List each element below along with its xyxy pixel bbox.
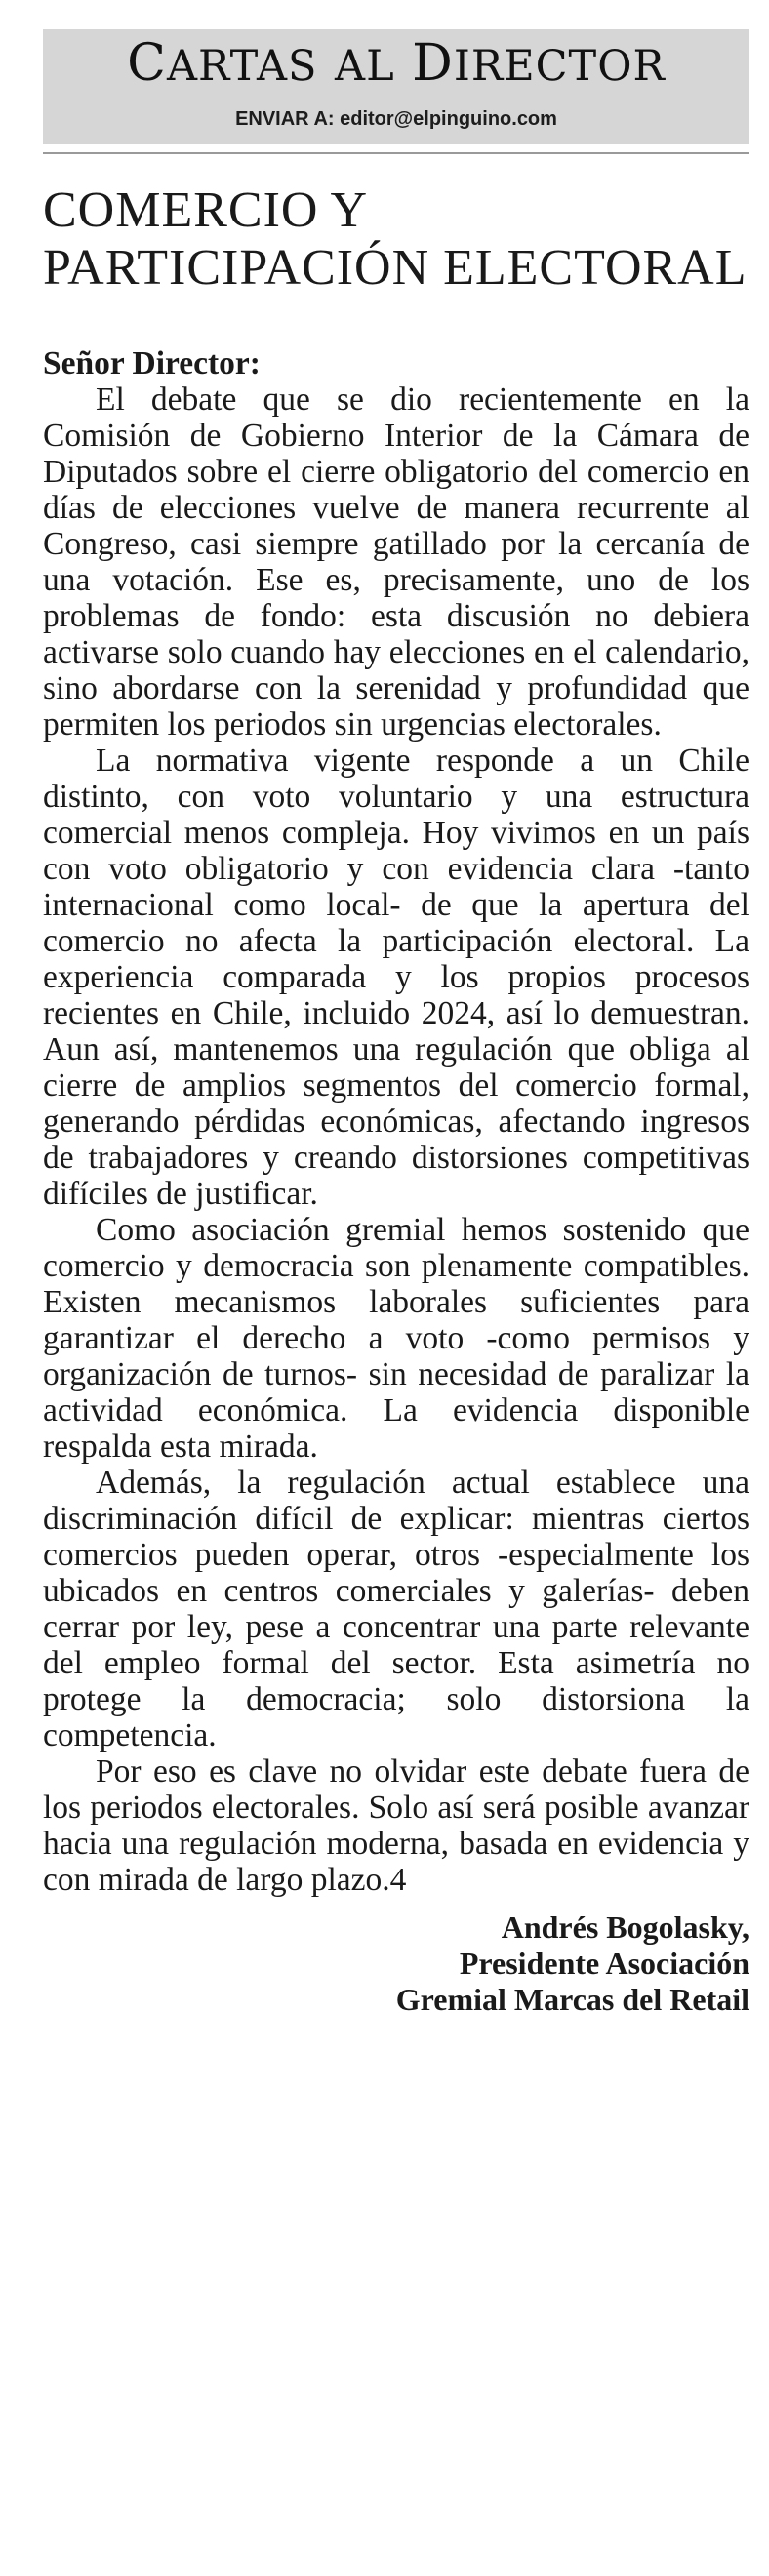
signature-block xyxy=(43,1910,749,2018)
title-rest-1: ARTAS xyxy=(166,42,318,91)
paragraph-2: La normativa vigente responde a un Chile distinto, con voto voluntario y una estructura comercial menos compleja. Hoy vivimos en un país con voto obligatorio y con evidencia clara -tanto internacional como local- de que la apertura del comercio no afecta la participación electoral. La experiencia comparada y los propios procesos recientes en Chile, incluido 2024, así lo demuestran. Aun así, mantenemos una regulación que obliga al cierre de amplios segmentos del comercio formal, generando pérdidas económicas, afectando ingresos de trabajadores y creando distorsiones competitivas difíciles de justificar. xyxy=(43,743,749,1212)
paragraph-3: Como asociación gremial hemos sostenido que comercio y democracia son plenamente compatibles. Existen mecanismos laborales suficientes para garantizar el derecho a voto -como permisos y organización de turnos- sin necesidad de paralizar la actividad económica. La evidencia disponible respalda esta mirada. xyxy=(43,1212,749,1465)
title-initial-3: D xyxy=(412,34,454,93)
signature-role: Presidente Asociación xyxy=(459,1946,749,1981)
title-word-2: AL xyxy=(335,42,395,91)
title-initial-1: C xyxy=(127,34,167,93)
title-rest-3: IRECTOR xyxy=(453,42,666,91)
signature-name: Andrés Bogolasky, xyxy=(501,1910,749,1945)
letter-headline: COMERCIO Y PARTICIPACIÓN ELECTORAL xyxy=(43,182,748,296)
section-title xyxy=(43,31,749,99)
divider xyxy=(43,152,749,154)
signature-organization: Gremial Marcas del Retail xyxy=(395,1982,749,2017)
paragraph-5: Por eso es clave no olvidar este debate fuera de los periodos electorales. Solo así será posible avanzar hacia una regulación moderna, basada en evidencia y con mirada de largo plazo.4 xyxy=(43,1753,749,1898)
send-to-email: ENVIAR A: editor@elpinguino.com xyxy=(235,108,557,130)
letter-body xyxy=(43,345,749,1898)
paragraph-4: Además, la regulación actual establece una discriminación difícil de explicar: mientras ciertos comercios pueden operar, otros -especialmente los ubicados en centros comerciales y galerías- deben cerrar por ley, pese a concentrar una parte relevante del empleo formal del sector. Esta asimetría no protege la democracia; solo distorsiona la competencia. xyxy=(43,1465,749,1753)
paragraph-1: El debate que se dio recientemente en la Comisión de Gobierno Interior de la Cámara de Diputados sobre el cierre obligatorio del comercio en días de elecciones vuelve de manera recurrente al Congreso, casi siempre gatillado por la cercanía de una votación. Ese es, precisamente, uno de los problemas de fondo: esta discusión no debiera activarse solo cuando hay elecciones en el calendario, sino abordarse con la serenidad y profundidad que permiten los periodos sin urgencias electorales. xyxy=(43,382,749,743)
salutation: Señor Director: xyxy=(43,345,261,382)
section-masthead xyxy=(43,29,749,144)
